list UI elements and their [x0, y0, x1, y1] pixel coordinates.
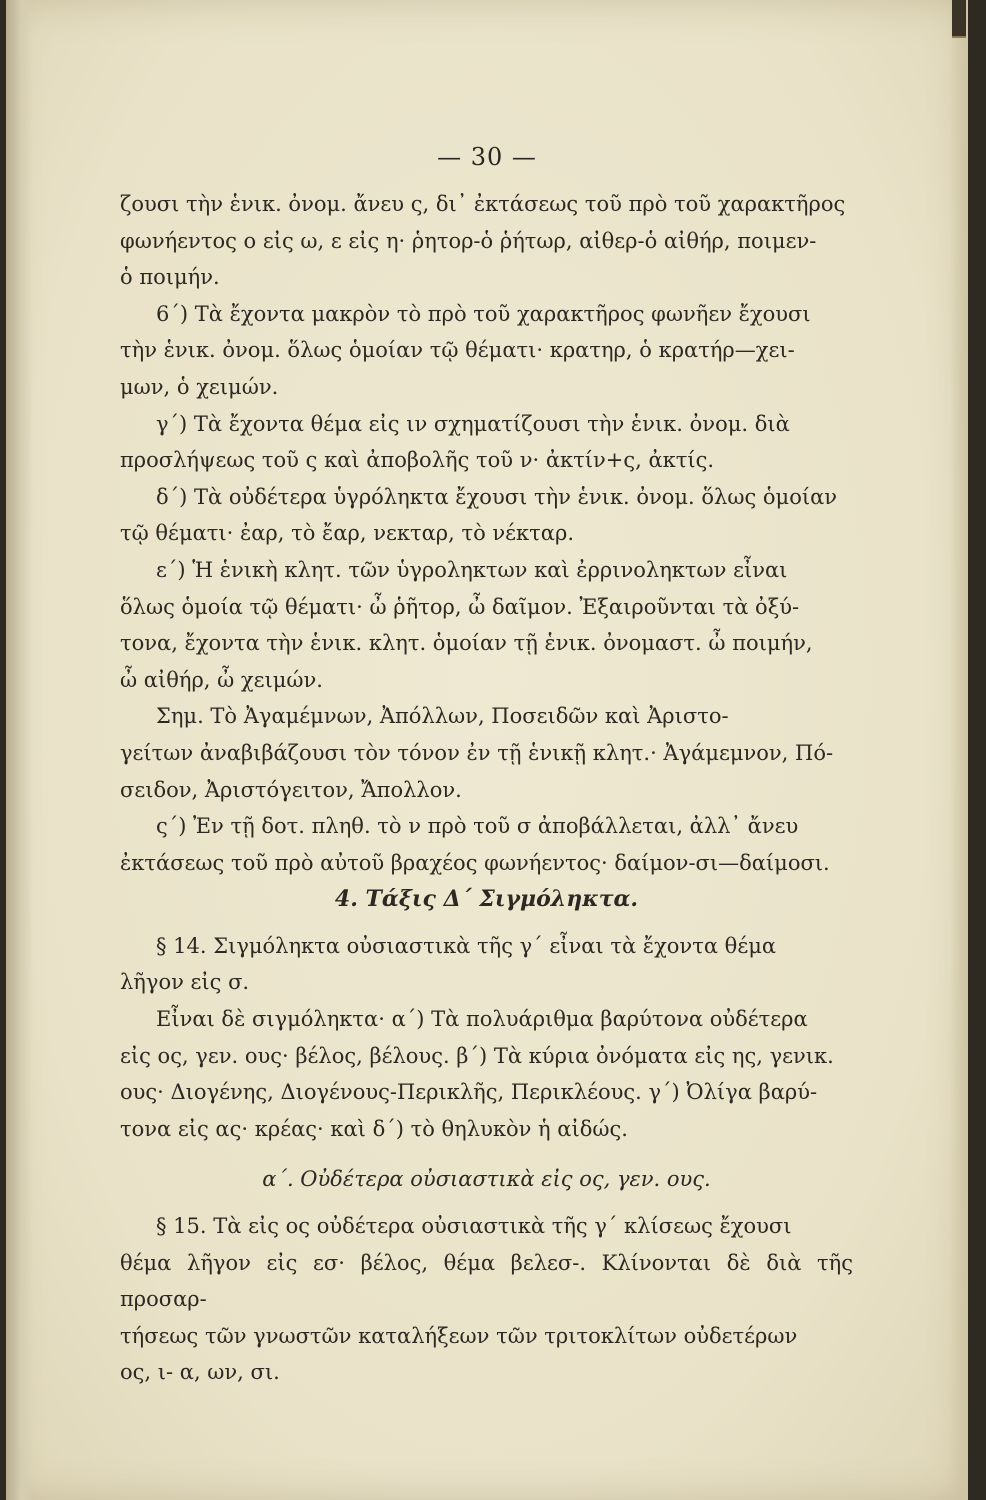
note-line: γείτων ἀναβιβάζουσι τὸν τόνον ἐν τῇ ἑνικῇ κλητ.· Ἀγάμεμνον, Πό- [120, 740, 834, 765]
text-line: γ΄) Τὰ ἔχοντα θέμα εἰς ιν σχηματίζουσι τὴν ἑνικ. ὀνομ. διὰ [156, 411, 790, 436]
text-line: τονα, ἔχοντα τὴν ἑνικ. κλητ. ὁμοίαν τῇ ἑνικ. ὀνομαστ. ὦ ποιμήν, [120, 631, 813, 656]
text-line: τήσεως τῶν γνωστῶν καταλήξεων τῶν τριτοκλίτων οὐδετέρων [120, 1323, 798, 1348]
book-page [6, 0, 968, 1500]
text-line: Εἶναι δὲ σιγμόληκτα· α΄) Τὰ πολυάριθμα βαρύτονα οὐδέτερα [156, 1007, 808, 1032]
text-line: ος, ι- α, ων, σι. [120, 1360, 280, 1385]
text-line: 6΄) Τὰ ἔχοντα μακρὸν τὸ πρὸ τοῦ χαρακτῆρος φωνῆεν ἔχουσι [156, 301, 811, 326]
text-line: ους· Διογένης, Διογένους-Περικλῆς, Περικλέους. γ΄) Ὀλίγα βαρύ- [120, 1080, 818, 1105]
text-line: ὅλως ὁμοία τῷ θέματι· ὦ ῥῆτορ, ὦ δαῖμον. Ἐξαιροῦνται τὰ ὀξύ- [120, 594, 800, 619]
text-line: ε΄) Ἡ ἑνικὴ κλητ. τῶν ὑγροληκτων καὶ ἐρρινοληκτων εἶναι [156, 557, 788, 582]
text-line: § 14. Σιγμόληκτα οὐσιαστικὰ τῆς γ΄ εἶναι τὰ ἔχοντα θέμα [156, 933, 777, 958]
note-line: Σημ. Τὸ Ἀγαμέμνων, Ἀπόλλων, Ποσειδῶν καὶ Ἀριστο- [156, 704, 729, 729]
page-number: — 30 — [437, 143, 537, 171]
section-heading: 4. Τάξις Δ΄ Σιγμόληκτα. [334, 886, 639, 913]
page-corner-tab [952, 0, 966, 38]
text-line: θέμα λῆγον εἰς εσ· βέλος, θέμα βελεσ-. Κλίνονται δὲ διὰ τῆς προσαρ- [120, 1250, 853, 1312]
text-line: μων, ὁ χειμών. [120, 374, 279, 399]
note-line: σειδον, Ἀριστόγειτον, Ἄπολλον. [120, 777, 462, 802]
text-line: προσλήψεως τοῦ ς καὶ ἀποβολῆς τοῦ ν· ἀκτίν+ς, ἀκτίς. [120, 448, 715, 473]
spacer [120, 1198, 853, 1208]
text-line: ὁ ποιμήν. [120, 265, 220, 290]
text-line: λῆγον εἰς σ. [120, 970, 250, 995]
text-line: εἰς ος, γεν. ους· βέλος, βέλους. β΄) Τὰ κύρια ὀνόματα εἰς ης, γενικ. [120, 1043, 834, 1068]
spacer [120, 918, 853, 928]
text-line: ἐκτάσεως τοῦ πρὸ αὐτοῦ βραχέος φωνήεντος· δαίμον-σι—δαίμοσι. [120, 850, 830, 875]
text-line: δ΄) Τὰ οὐδέτερα ὑγρόληκτα ἔχουσι τὴν ἑνικ. ὀνομ. ὅλως ὁμοίαν [156, 484, 838, 509]
text-line: τῷ θέματι· ἐαρ, τὸ ἔαρ, νεκταρ, τὸ νέκταρ. [120, 521, 574, 546]
spacer [120, 1147, 853, 1161]
text-line: ζουσι τὴν ἑνικ. ὀνομ. ἄνευ ς, δι᾽ ἐκτάσεως τοῦ πρὸ τοῦ χαρακτῆρος [120, 192, 846, 216]
page-edge-shadow [950, 0, 968, 1500]
subsection-heading: α΄. Οὐδέτερα οὐσιαστικὰ εἰς ος, γεν. ους. [262, 1167, 711, 1192]
text-line: τὴν ἑνικ. ὀνομ. ὅλως ὁμοίαν τῷ θέματι· κρατηρ, ὁ κρατήρ—χει- [120, 338, 795, 363]
page-body [120, 186, 853, 1391]
text-line: ς΄) Ἐν τῇ δοτ. πληθ. τὸ ν πρὸ τοῦ σ ἀποβάλλεται, ἀλλ᾽ ἄνευ [156, 814, 799, 839]
text-line: φωνήεντος ο εἰς ω, ε εἰς η· ῥητορ-ὁ ῥήτωρ, αἰθερ-ὁ αἰθήρ, ποιμεν- [120, 228, 817, 253]
text-line: τονα εἰς ας· κρέας· καὶ δ΄) τὸ θηλυκὸν ἡ αἰδώς. [120, 1116, 628, 1141]
page-binding-shadow [6, 0, 32, 1500]
text-line: § 15. Τὰ εἰς ος οὐδέτερα οὐσιαστικὰ τῆς γ΄ κλίσεως ἔχουσι [156, 1214, 792, 1239]
text-line: ὦ αἰθήρ, ὦ χειμών. [120, 667, 323, 692]
